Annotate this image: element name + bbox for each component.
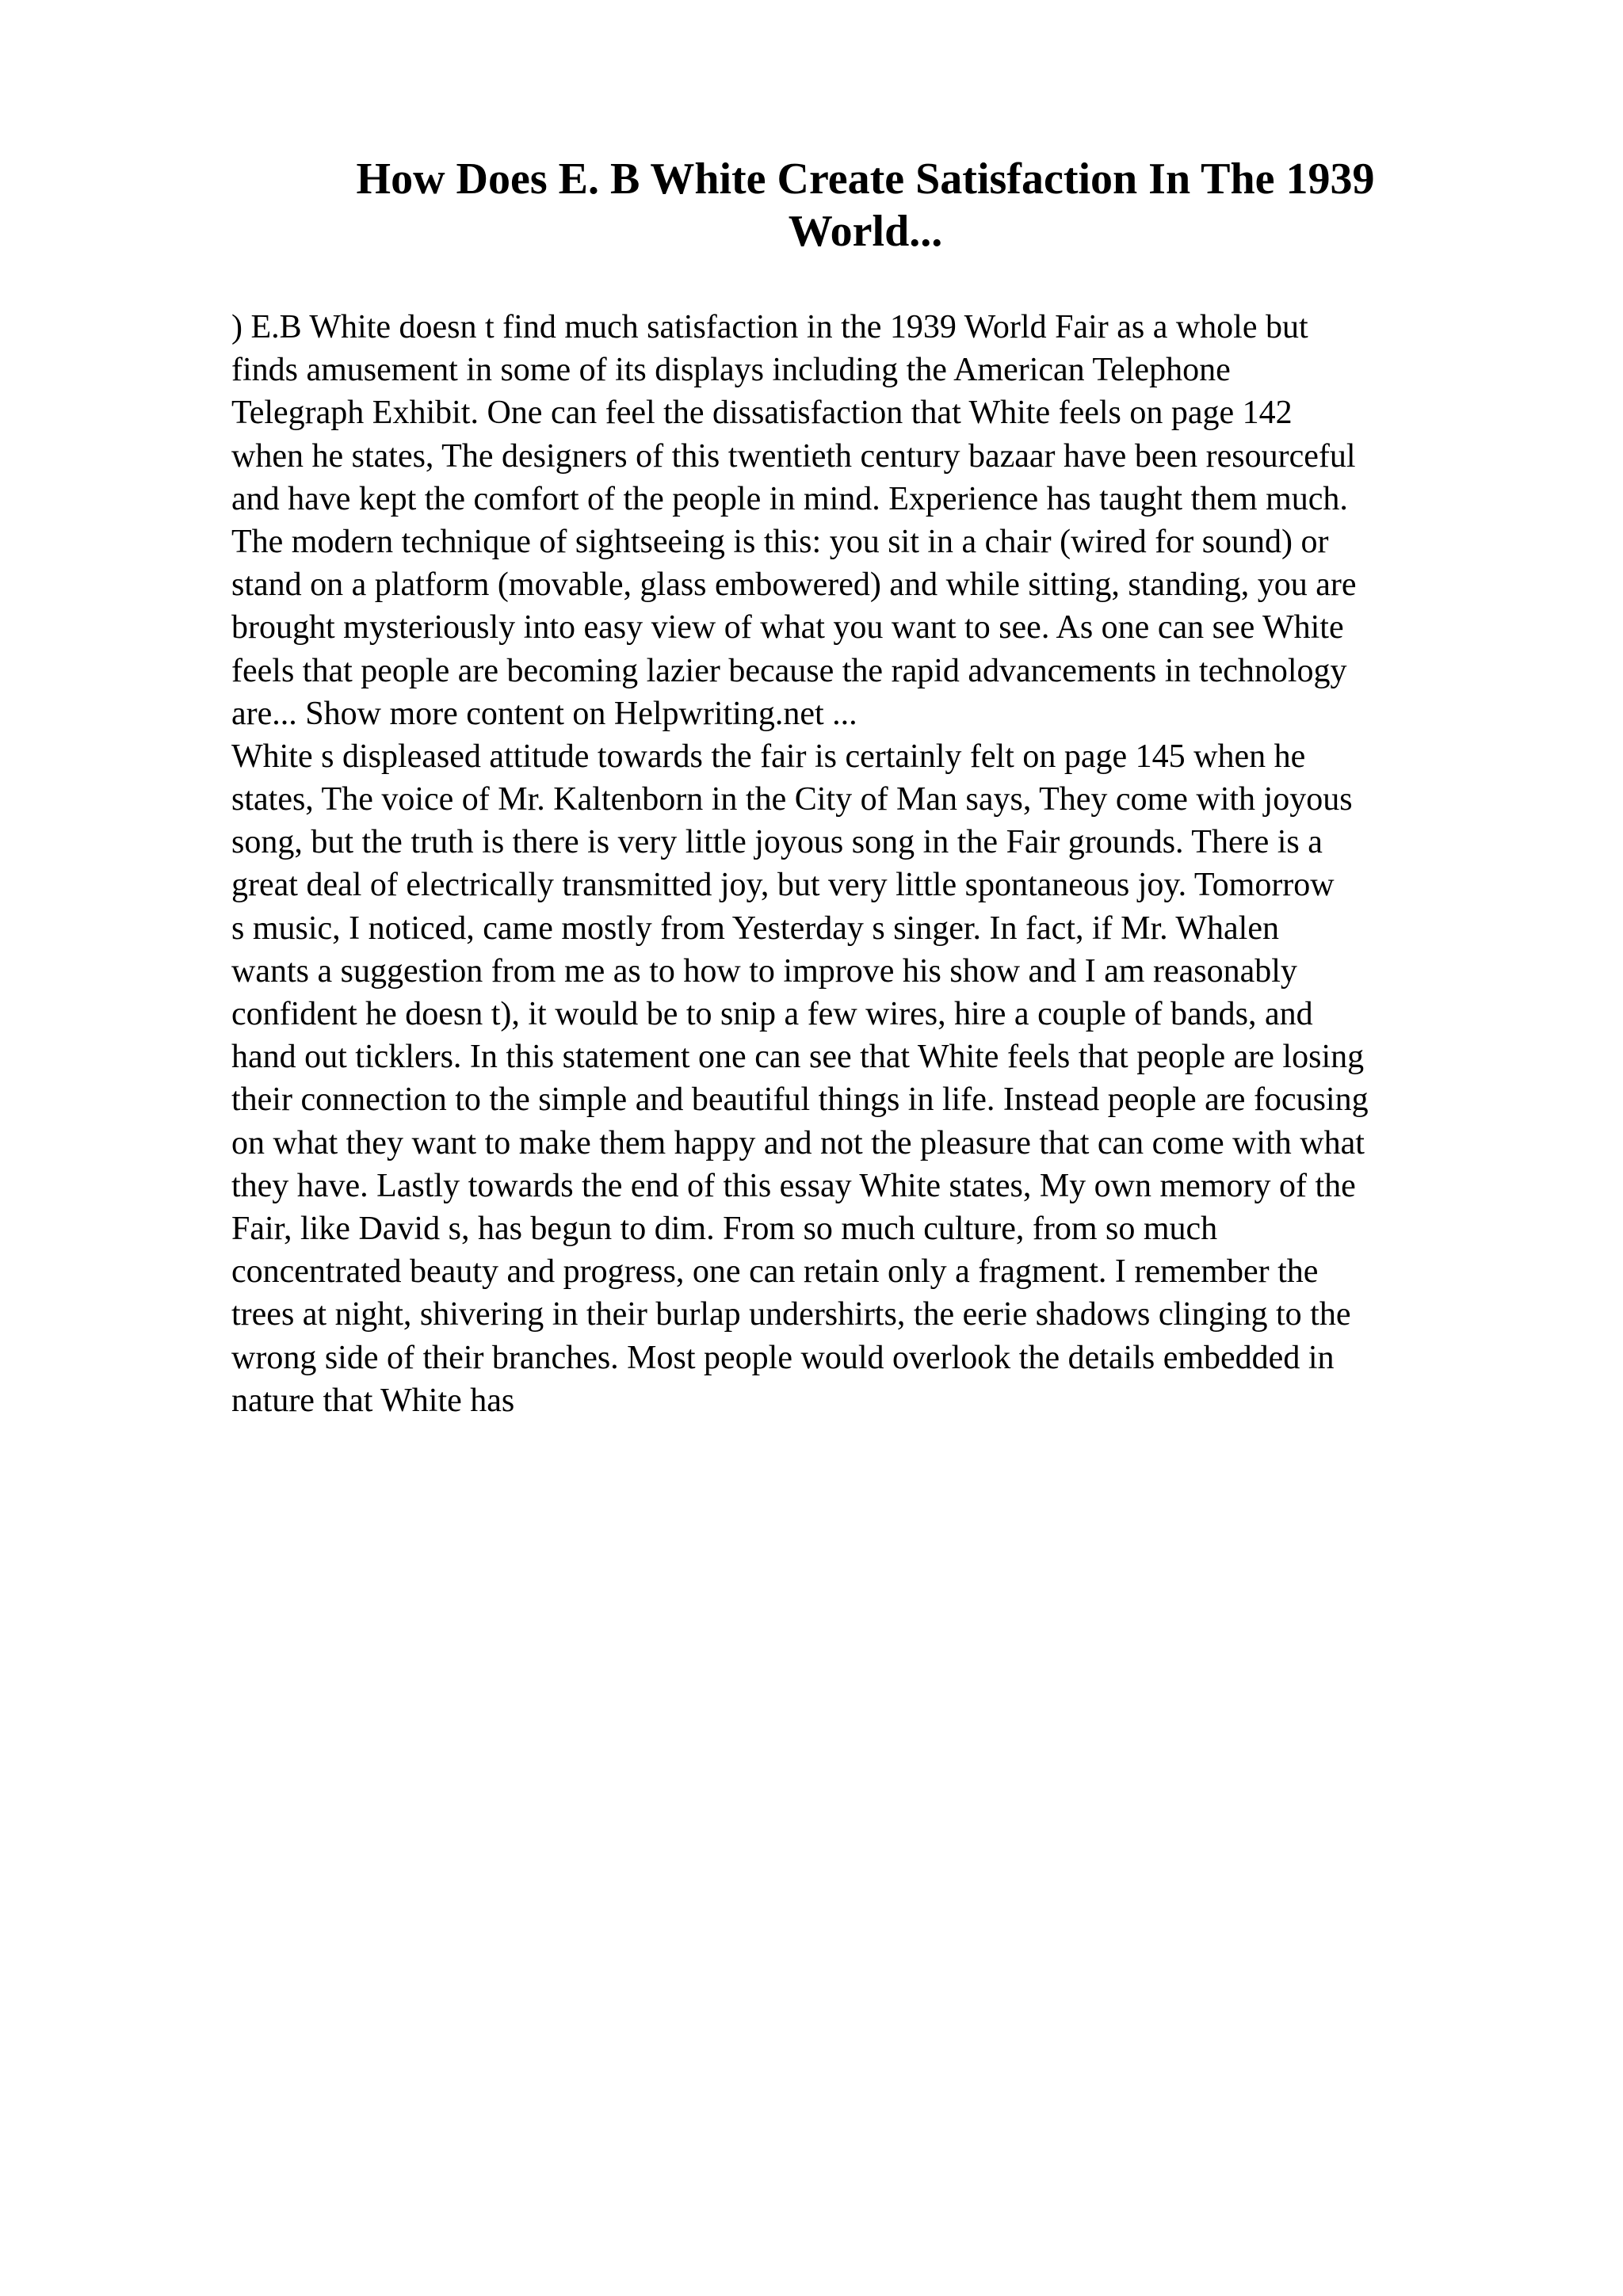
paragraph-2 [231, 735, 1503, 1422]
document-body [231, 306, 1503, 1422]
text-line: finds amusement in some of its displays including the American Telephone [231, 352, 1231, 389]
text-line: their connection to the simple and beautiful things in life. Instead people are focusing [231, 1081, 1369, 1119]
text-line: ) E.B White doesn t find much satisfaction in the 1939 World Fair as a whole but [231, 309, 1308, 345]
text-line: s music, I noticed, came mostly from Yesterday s singer. In fact, if Mr. Whalen [231, 910, 1279, 947]
text-line: great deal of electrically transmitted joy, but very little spontaneous joy. Tomorrow [231, 867, 1335, 904]
text-line: wants a suggestion from me as to how to improve his show and I am reasonably [231, 952, 1297, 990]
text-line: White s displeased attitude towards the fair is certainly felt on page 145 when he [231, 738, 1306, 775]
text-line: song, but the truth is there is very little joyous song in the Fair grounds. There is a [231, 824, 1323, 861]
text-line: concentrated beauty and progress, one can retain only a fragment. I remember the [231, 1253, 1319, 1291]
text-line: trees at night, shivering in their burlap undershirts, the eerie shadows clinging to the [231, 1296, 1351, 1333]
document-title [262, 153, 1469, 257]
text-line: are... Show more content on Helpwriting.net ... [231, 695, 857, 732]
text-line: on what they want to make them happy and not the pleasure that can come with what [231, 1124, 1365, 1161]
text-line: Telegraph Exhibit. One can feel the dissatisfaction that White feels on page 142 [231, 395, 1293, 432]
text-line: Fair, like David s, has begun to dim. From so much culture, from so much [231, 1210, 1218, 1247]
text-line: and have kept the comfort of the people in mind. Experience has taught them much. [231, 480, 1348, 517]
title-line: World... [788, 207, 943, 256]
title-line: How Does E. B White Create Satisfaction In The 1939 [356, 154, 1375, 204]
text-line: feels that people are becoming lazier because the rapid advancements in technology [231, 652, 1347, 689]
text-line: The modern technique of sightseeing is this: you sit in a chair (wired for sound) or [231, 523, 1329, 560]
text-line: brought mysteriously into easy view of what you want to see. As one can see White [231, 609, 1344, 646]
text-line: confident he doesn t), it would be to snip a few wires, hire a couple of bands, and [231, 996, 1313, 1032]
text-line: wrong side of their branches. Most people would overlook the details embedded in [231, 1339, 1335, 1376]
text-line: nature that White has [231, 1382, 515, 1419]
text-line: when he states, The designers of this twentieth century bazaar have been resourceful [231, 437, 1356, 475]
text-line: states, The voice of Mr. Kaltenborn in the City of Man says, They come with joyous [231, 781, 1353, 818]
text-line: they have. Lastly towards the end of this essay White states, My own memory of the [231, 1167, 1356, 1204]
text-line: hand out ticklers. In this statement one can see that White feels that people are losing [231, 1039, 1365, 1076]
paragraph-1 [231, 306, 1503, 735]
text-line: stand on a platform (movable, glass embowered) and while sitting, standing, you are [231, 566, 1357, 604]
